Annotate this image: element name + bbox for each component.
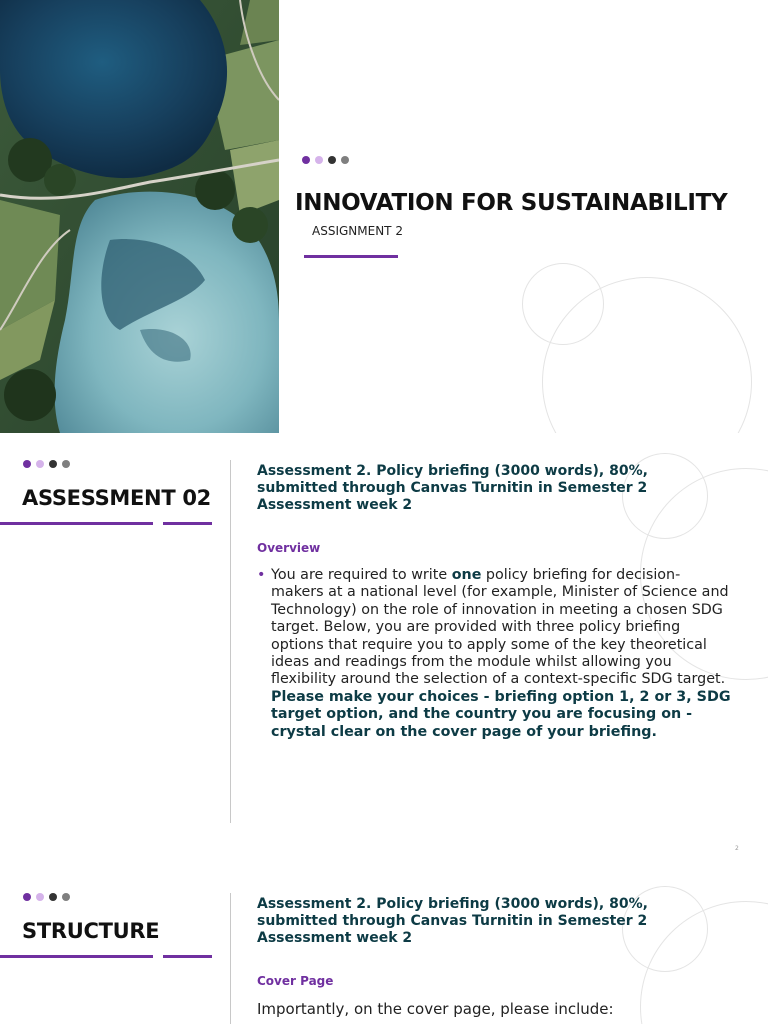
dot-3 (328, 156, 336, 164)
assessment-heading (257, 463, 677, 514)
structure-slide (0, 866, 768, 1024)
cover-page-instructions: Importantly, on the cover page, please include: (257, 1000, 614, 1018)
heading-line: Assessment 2. Policy briefing (3000 words), 80%, (257, 896, 648, 912)
decorative-dots (23, 460, 70, 468)
dot-3 (49, 460, 57, 468)
dot-4 (341, 156, 349, 164)
decorative-dots (23, 893, 70, 901)
section-label-overview: Overview (257, 541, 321, 555)
presentation-title: INNOVATION FOR SUSTAINABILITY (295, 190, 728, 216)
title-underline (0, 522, 153, 525)
bullet-icon: • (257, 567, 266, 583)
divider-line (230, 893, 231, 1024)
page-number: 2 (735, 845, 739, 852)
dot-2 (36, 893, 44, 901)
bullet-text (271, 567, 732, 741)
slide-title: ASSESSMENT 02 (22, 486, 211, 510)
decorative-dots (302, 156, 349, 164)
heading-line: submitted through Canvas Turnitin in Semester 2 (257, 480, 648, 496)
dot-1 (23, 460, 31, 468)
assessment-slide (0, 433, 768, 866)
bullet-text-part: policy briefing for decision-makers at a national level (for example, Minister of Science and Technology) on the role of innovation in meeting a chosen SDG target. Below, you are provided with three policy briefing options that require you to apply some of the key theoretical ideas and readings from the module whilst allowing you flexibility around the selection of a context-specific SDG target. (271, 567, 729, 688)
dot-4 (62, 893, 70, 901)
dot-4 (62, 460, 70, 468)
dot-3 (49, 893, 57, 901)
divider-line (230, 460, 231, 823)
dot-1 (23, 893, 31, 901)
heading-line: Assessment week 2 (257, 497, 413, 513)
aerial-lake-photo (0, 0, 279, 433)
bullet-text-part: You are required to write (271, 567, 452, 583)
title-underline (0, 955, 153, 958)
heading-line: Assessment week 2 (257, 930, 413, 946)
bullet-text-strong: Please make your choices - briefing option 1, 2 or 3, SDG target option, and the country you are focusing on - crystal clear on the cover page of your briefing. (271, 688, 731, 740)
title-underline (304, 255, 398, 258)
title-underline-short (163, 955, 212, 958)
overview-bullet (257, 567, 732, 741)
title-slide (0, 0, 768, 433)
slide-title: STRUCTURE (22, 919, 160, 943)
section-label-cover-page: Cover Page (257, 974, 334, 988)
heading-line: submitted through Canvas Turnitin in Semester 2 (257, 913, 648, 929)
dot-2 (36, 460, 44, 468)
dot-1 (302, 156, 310, 164)
bullet-text-strong: one (451, 567, 482, 583)
dot-2 (315, 156, 323, 164)
heading-line: Assessment 2. Policy briefing (3000 words), 80%, (257, 463, 648, 479)
assessment-heading (257, 896, 677, 947)
presentation-subtitle: ASSIGNMENT 2 (312, 224, 403, 238)
title-underline-short (163, 522, 212, 525)
